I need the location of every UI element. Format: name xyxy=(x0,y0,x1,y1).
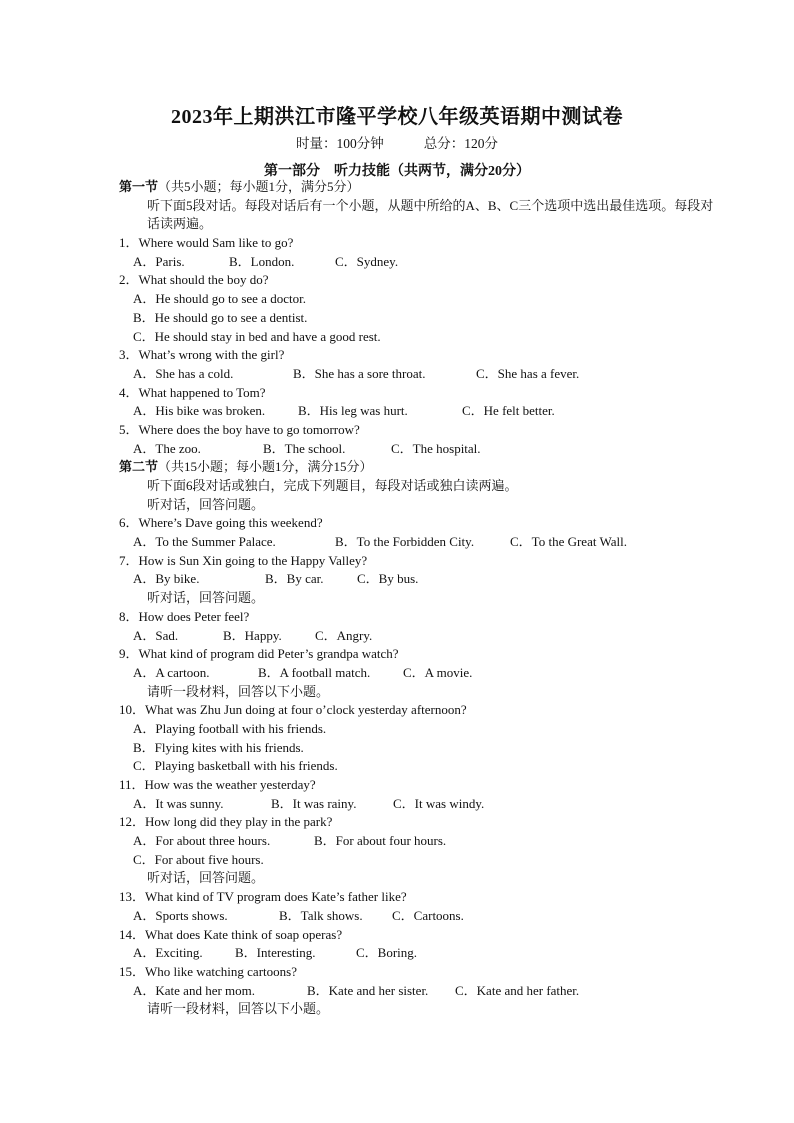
section1-heading: 第一节（共5小题；每小题1分，满分5分） xyxy=(119,179,360,194)
question-13: 13．What kind of TV program does Kate’s father like? xyxy=(119,889,407,905)
option-b[interactable]: B．Talk shows. xyxy=(279,907,363,923)
option-a[interactable]: A．The zoo. xyxy=(133,440,201,456)
option-a[interactable]: A．By bike. xyxy=(133,571,200,587)
option-c[interactable]: C．Boring. xyxy=(356,945,418,961)
question-8-options xyxy=(119,627,719,646)
listen-instruction: 请听一段材料，回答以下小题。 xyxy=(147,683,330,699)
option-a[interactable]: A．Exciting. xyxy=(133,945,203,961)
question-8: 8．How does Peter feel? xyxy=(119,608,250,624)
question-15: 15．Who like watching cartoons? xyxy=(119,963,297,979)
option-b[interactable]: B．The school. xyxy=(263,440,346,456)
listen-instruction: 听对话，回答问题。 xyxy=(147,870,265,886)
listen-instruction: 听对话，回答问题。 xyxy=(147,496,265,512)
section2-instructions: 听下面6段对话或独白，完成下列题目，每段对话或独白读两遍。 xyxy=(147,478,518,494)
option-b[interactable]: B．By car. xyxy=(265,571,324,587)
question-14: 14．What does Kate think of soap operas? xyxy=(119,926,343,942)
option-c[interactable]: C．Angry. xyxy=(315,627,373,643)
exam-meta xyxy=(0,132,794,152)
question-3-options xyxy=(119,365,719,384)
question-7: 7．How is Sun Xin going to the Happy Valley? xyxy=(119,552,368,568)
question-2-option-b[interactable]: B．He should go to see a dentist. xyxy=(133,309,308,325)
option-b[interactable]: B．Happy. xyxy=(223,627,282,643)
question-4-options xyxy=(119,402,719,421)
question-2-option-a[interactable]: A．He should go to see a doctor. xyxy=(133,291,306,307)
option-c[interactable]: C．The hospital. xyxy=(391,440,481,456)
option-b[interactable]: B．To the Forbidden City. xyxy=(335,534,475,550)
option-a[interactable]: A．A cartoon. xyxy=(133,664,210,680)
option-c[interactable]: C．A movie. xyxy=(403,664,473,680)
question-3: 3．What’s wrong with the girl? xyxy=(119,347,285,363)
option-a[interactable]: A．For about three hours. xyxy=(133,833,271,849)
option-b[interactable]: B．His leg was hurt. xyxy=(298,403,408,419)
question-1-options xyxy=(119,253,719,272)
question-13-options xyxy=(119,907,719,926)
question-2: 2．What should the boy do? xyxy=(119,272,269,288)
section1-instructions: 听下面5段对话。每段对话后有一个小题，从题中所给的A、B、C三个选项中选出最佳选项。每段对话读两遍。 xyxy=(147,197,714,232)
option-c[interactable]: C．Sydney. xyxy=(335,253,399,269)
question-4: 4．What happened to Tom? xyxy=(119,384,266,400)
question-12-option-c[interactable]: C．For about five hours. xyxy=(133,851,264,867)
question-10-option-a[interactable]: A．Playing football with his friends. xyxy=(133,720,327,736)
question-10-option-b[interactable]: B．Flying kites with his friends. xyxy=(133,739,304,755)
question-5: 5．Where does the boy have to go tomorrow? xyxy=(119,421,360,437)
question-10-option-c[interactable]: C．Playing basketball with his friends. xyxy=(133,758,338,774)
option-c[interactable]: C．She has a fever. xyxy=(476,365,580,381)
option-c[interactable]: C．It was windy. xyxy=(393,795,485,811)
option-a[interactable]: A．Sports shows. xyxy=(133,907,228,923)
section2-heading: 第二节（共15小题；每小题1分，满分15分） xyxy=(119,459,373,475)
option-b[interactable]: B．Kate and her sister. xyxy=(307,982,429,998)
option-b[interactable]: B．A football match. xyxy=(258,664,371,680)
option-c[interactable]: C．Cartoons. xyxy=(392,907,464,923)
question-6-options xyxy=(119,533,719,552)
question-9: 9．What kind of program did Peter’s grandpa watch? xyxy=(119,646,399,662)
option-c[interactable]: C．To the Great Wall. xyxy=(510,534,627,550)
option-a[interactable]: A．Kate and her mom. xyxy=(133,982,256,998)
option-b[interactable]: B．It was rainy. xyxy=(271,795,357,811)
option-b[interactable]: B．For about four hours. xyxy=(314,833,447,849)
option-c[interactable]: C．He felt better. xyxy=(462,403,555,419)
listen-instruction: 听对话，回答问题。 xyxy=(147,590,265,606)
option-a[interactable]: A．His bike was broken. xyxy=(133,403,266,419)
option-b[interactable]: B．Interesting. xyxy=(235,945,316,961)
part1-heading: 第一部分 听力技能（共两节，满分20分） xyxy=(264,164,530,179)
exam-title: 2023年上期洪江市隆平学校八年级英语期中测试卷 xyxy=(171,106,623,128)
question-5-options xyxy=(119,440,719,459)
option-a[interactable]: A．Paris. xyxy=(133,253,185,269)
option-c[interactable]: C．Kate and her father. xyxy=(455,982,580,998)
score-label: 总分：120分 xyxy=(423,136,498,151)
option-c[interactable]: C．By bus. xyxy=(357,571,419,587)
question-11: 11．How was the weather yesterday? xyxy=(119,777,316,793)
question-1: 1．Where would Sam like to go? xyxy=(119,235,294,251)
option-a[interactable]: A．She has a cold. xyxy=(133,365,234,381)
question-14-options xyxy=(119,944,719,963)
question-9-options xyxy=(119,664,719,683)
time-label: 时量：100分钟 xyxy=(296,136,384,151)
question-7-options xyxy=(119,570,719,589)
option-b[interactable]: B．She has a sore throat. xyxy=(293,365,426,381)
option-b[interactable]: B．London. xyxy=(229,253,295,269)
question-2-option-c[interactable]: C．He should stay in bed and have a good rest. xyxy=(133,328,381,344)
question-6: 6．Where’s Dave going this weekend? xyxy=(119,515,323,531)
question-11-options xyxy=(119,795,719,814)
question-10: 10．What was Zhu Jun doing at four o’clock yesterday afternoon? xyxy=(119,702,467,718)
option-a[interactable]: A．To the Summer Palace. xyxy=(133,534,276,550)
listen-instruction: 请听一段材料，回答以下小题。 xyxy=(147,1001,330,1017)
question-15-options xyxy=(119,982,719,1001)
option-a[interactable]: A．It was sunny. xyxy=(133,795,224,811)
question-12-options xyxy=(119,832,719,851)
option-a[interactable]: A．Sad. xyxy=(133,627,179,643)
exam-content xyxy=(119,178,719,1019)
question-12: 12．How long did they play in the park? xyxy=(119,814,333,830)
